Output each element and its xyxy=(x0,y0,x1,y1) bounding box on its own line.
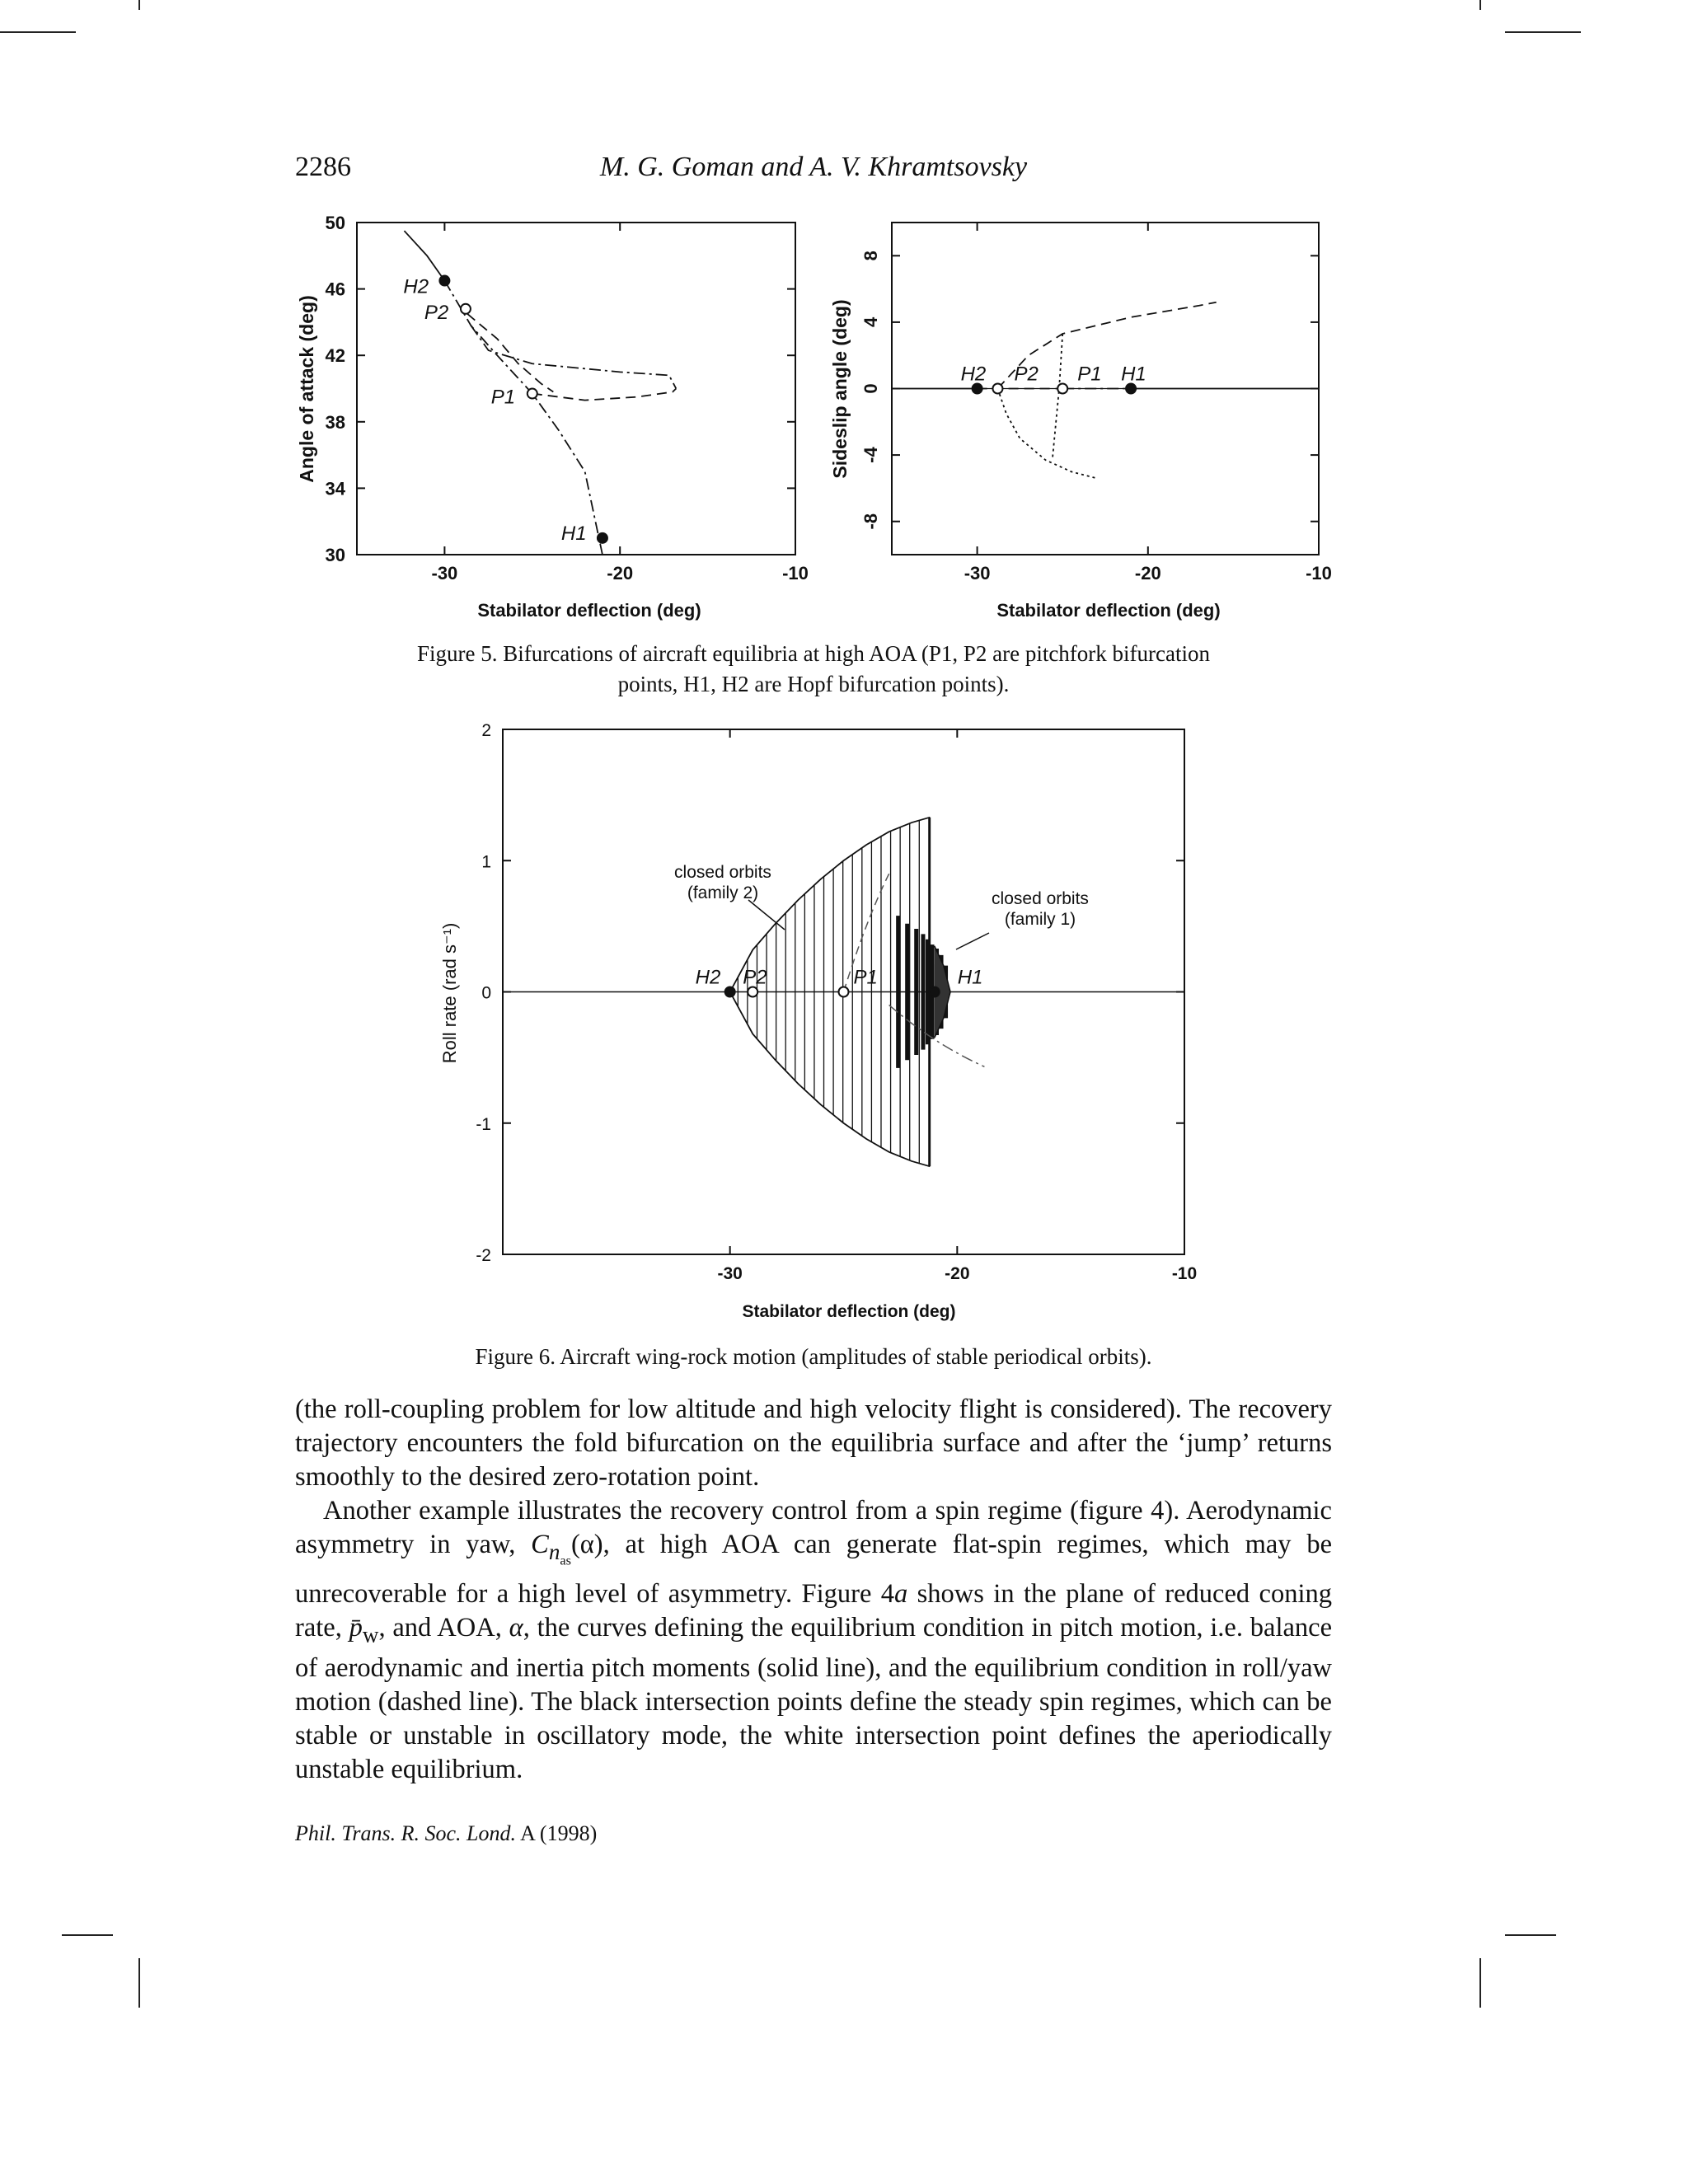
math-symbol: p̄ xyxy=(349,1612,363,1643)
crop-mark xyxy=(138,0,140,10)
plot-frame xyxy=(357,223,795,555)
body-text xyxy=(295,1393,1332,1787)
y-tick-label: 1 xyxy=(481,852,491,872)
text-run: , at high AOA can generate flat-spin regimes, which may be unrecoverable for a high level of asymmetry. Figure 4 xyxy=(295,1530,1332,1609)
equilibrium-branch xyxy=(467,314,553,392)
equilibrium-branch xyxy=(444,281,603,555)
equilibrium-branch xyxy=(471,326,676,389)
x-axis-label: Stabilator deflection (deg) xyxy=(996,600,1221,621)
point-label-p2: P2 xyxy=(1014,363,1039,386)
x-tick-label: -10 xyxy=(782,563,809,583)
y-axis-label: Roll rate (rad s⁻¹) xyxy=(439,922,460,1064)
crop-mark xyxy=(0,31,76,33)
text-run: shows in the plane of reduced coning rate, xyxy=(295,1578,1332,1643)
point-label-p2: P2 xyxy=(743,966,767,989)
y-tick-label: 34 xyxy=(325,478,345,499)
x-tick-label: -20 xyxy=(607,563,634,583)
y-tick-label: 42 xyxy=(325,345,345,367)
crop-mark xyxy=(1479,0,1481,10)
y-tick-label: 0 xyxy=(481,983,491,1003)
x-tick-label: -10 xyxy=(1171,1264,1198,1283)
caption-line: Figure 6. Aircraft wing-rock motion (amplitudes of stable periodical orbits). xyxy=(475,1344,1152,1369)
y-tick-label: 50 xyxy=(325,213,345,233)
annotation-family-1-sub: (family 1) xyxy=(1004,910,1076,929)
page-number: 2286 xyxy=(295,152,351,182)
y-tick-label: -2 xyxy=(476,1246,491,1265)
text-run: Another example illustrates the recovery control from a spin regime (figure 4). Aerodynamic asymmetry in yaw, xyxy=(295,1496,1332,1559)
y-tick-label: 4 xyxy=(860,316,881,328)
paragraph xyxy=(295,1494,1332,1787)
math-subsubscript: as xyxy=(560,1552,571,1568)
running-head-authors: M. G. Goman and A. V. Khramtsovsky xyxy=(599,152,1028,182)
crop-mark xyxy=(138,1958,140,2008)
y-tick-label: -8 xyxy=(860,513,881,530)
point-label-p1: P1 xyxy=(853,966,878,989)
running-header xyxy=(295,152,1332,193)
journal-footer xyxy=(295,1821,597,1846)
figure-5-right-chart xyxy=(824,210,1352,630)
bifurcation-point-p1 xyxy=(528,389,537,399)
point-label-p1: P1 xyxy=(490,386,516,409)
crop-mark xyxy=(1505,31,1581,33)
crop-mark xyxy=(62,1934,113,1936)
point-label-h2: H2 xyxy=(960,363,987,386)
y-axis-label: Sideslip angle (deg) xyxy=(829,299,851,479)
point-label-h2: H2 xyxy=(695,966,721,989)
point-label-h2: H2 xyxy=(403,275,429,298)
math-symbol: α xyxy=(509,1612,523,1643)
x-tick-label: -30 xyxy=(717,1264,743,1283)
text-run: , and AOA, xyxy=(378,1612,509,1643)
math-subscript: w xyxy=(362,1622,379,1647)
y-tick-label: -4 xyxy=(860,447,881,463)
crop-mark xyxy=(1479,1958,1481,2008)
equilibrium-branch xyxy=(404,231,444,280)
annotation-leader xyxy=(748,900,785,930)
point-label-p1: P1 xyxy=(1077,363,1102,386)
math-subscript: n xyxy=(548,1539,560,1564)
figure-reference: a xyxy=(894,1578,908,1609)
y-tick-label: 8 xyxy=(860,251,881,261)
text-run: , the curves defining the equilibrium condition in pitch motion, i.e. balance of aerodynamic and inertia pitch moments (solid line), and the equilibrium condition in roll/yaw motion (dashed line). The black intersection points define the steady spin regimes, which can be stable or unstable in oscillatory mode, the white intersection point defines the aperiodically unstable equilibrium. xyxy=(295,1612,1333,1785)
figure-6-caption xyxy=(295,1342,1332,1372)
journal-series: A (1998) xyxy=(520,1821,598,1845)
annotation-leader xyxy=(956,933,989,949)
figure-5-left-chart xyxy=(288,210,816,630)
y-tick-label: -1 xyxy=(476,1114,491,1134)
x-tick-label: -20 xyxy=(945,1264,970,1283)
figure-5-caption xyxy=(295,639,1332,700)
x-axis-label: Stabilator deflection (deg) xyxy=(742,1302,956,1321)
point-label-h1: H1 xyxy=(1121,363,1146,386)
crop-mark xyxy=(1505,1934,1556,1936)
paragraph: (the roll-coupling problem for low altitude and high velocity flight is considered). The recovery trajectory encounters the fold bifurcation on the equilibria surface and after the ‘jump’ returns smoothly to the desired zero-rotation point. xyxy=(295,1394,1332,1492)
x-tick-label: -10 xyxy=(1306,563,1332,583)
math-symbol: C xyxy=(531,1530,549,1559)
annotation-family-1: closed orbits xyxy=(992,889,1089,908)
y-axis-label: Angle of attack (deg) xyxy=(296,295,317,483)
bifurcation-point-h1 xyxy=(598,533,607,543)
bifurcation-point-p1 xyxy=(839,987,849,997)
equilibrium-branch xyxy=(1053,334,1062,460)
y-tick-label: 0 xyxy=(860,383,881,394)
x-tick-label: -20 xyxy=(1134,563,1161,583)
x-axis-label: Stabilator deflection (deg) xyxy=(477,600,701,621)
annotation-family-2: closed orbits xyxy=(674,863,771,882)
bifurcation-point-p2 xyxy=(461,304,471,314)
y-tick-label: 2 xyxy=(481,721,491,740)
y-tick-label: 46 xyxy=(325,279,345,300)
x-tick-label: -30 xyxy=(964,563,991,583)
equilibrium-branch xyxy=(997,389,1096,479)
y-tick-label: 38 xyxy=(325,411,345,433)
figure-6-chart xyxy=(429,717,1220,1327)
bifurcation-point-h2 xyxy=(725,987,735,997)
y-tick-label: 30 xyxy=(325,545,345,565)
point-label-p2: P2 xyxy=(424,301,449,324)
bifurcation-point-h1 xyxy=(930,987,940,997)
bifurcation-point-p2 xyxy=(992,384,1002,394)
caption-line: points, H1, H2 are Hopf bifurcation points). xyxy=(617,672,1010,696)
bifurcation-point-h2 xyxy=(439,276,449,286)
equilibrium-branch xyxy=(532,389,676,401)
caption-line: Figure 5. Bifurcations of aircraft equilibria at high AOA (P1, P2 are pitchfork bifurcation xyxy=(416,641,1210,666)
point-label-h1: H1 xyxy=(560,522,587,545)
point-label-h1: H1 xyxy=(957,966,983,989)
journal-name: Phil. Trans. R. Soc. Lond. xyxy=(295,1821,516,1845)
annotation-family-2-sub: (family 2) xyxy=(687,883,759,902)
math-argument: (α) xyxy=(570,1530,603,1559)
x-tick-label: -30 xyxy=(431,563,458,583)
bifurcation-point-p1 xyxy=(1057,384,1067,394)
